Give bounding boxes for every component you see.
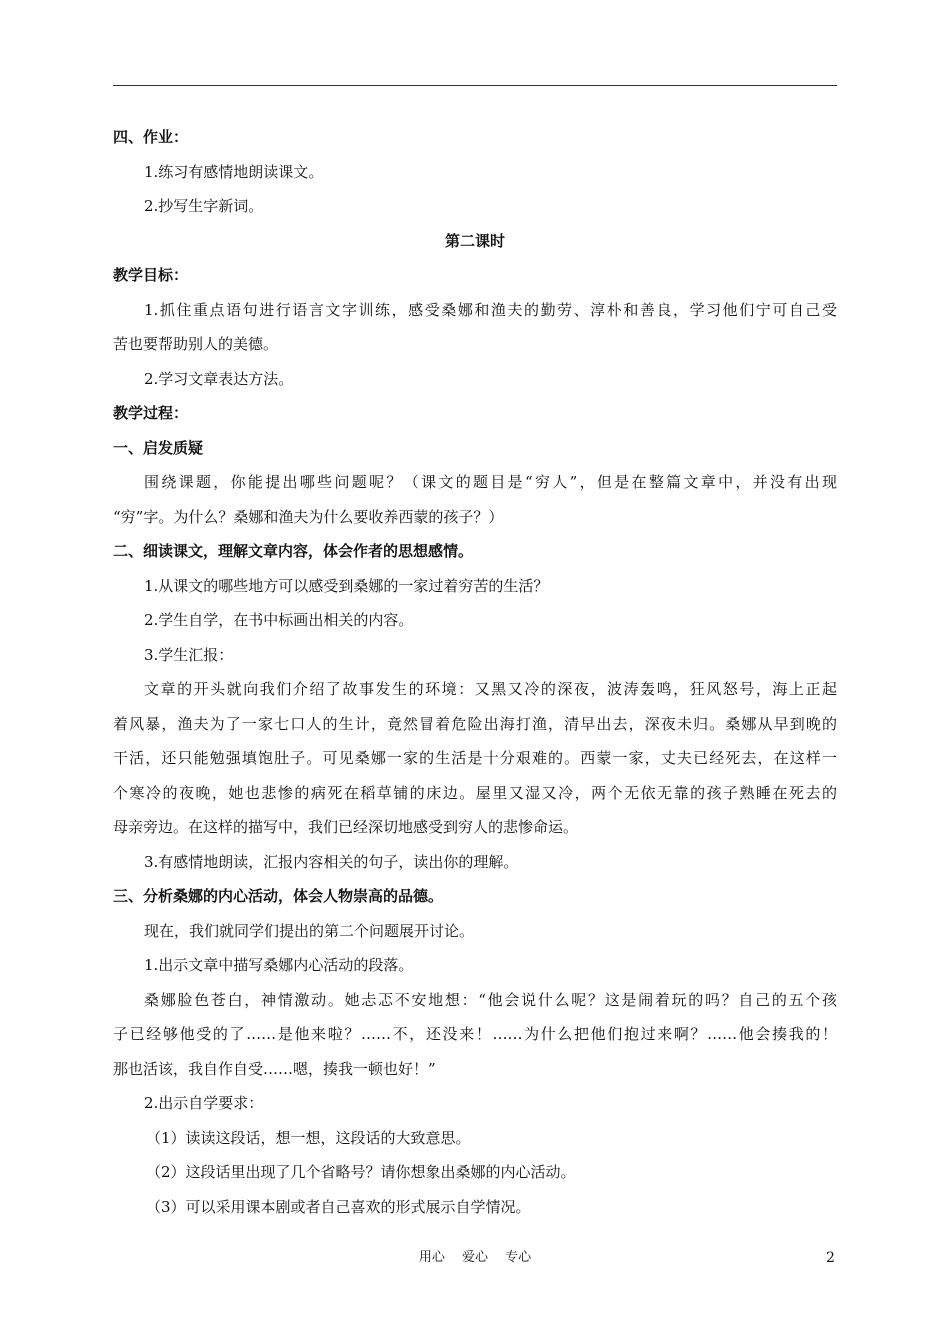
paragraph: 2.学生自学，在书中标画出相关的内容。 — [144, 611, 414, 629]
paragraph: 个寒冷的夜晚，她也悲惨的病死在稻草铺的床边。屋里又湿又冷，两个无依无靠的孩子熟睡在死去的 — [113, 783, 837, 802]
paragraph: 母亲旁边。在这样的描写中，我们已经深切地感受到穷人的悲惨命运。 — [113, 818, 579, 836]
paragraph: 2.出示自学要求： — [144, 1094, 264, 1112]
section-heading-homework: 四、作业： — [113, 128, 189, 146]
paragraph: 苦也要帮助别人的美德。 — [113, 335, 279, 353]
lesson-title: 第二课时 — [444, 231, 505, 250]
document-body — [113, 120, 837, 1224]
paragraph: 3.学生汇报： — [144, 645, 234, 664]
paragraph: 3.有感情地朗读，汇报内容相关的句子，读出你的理解。 — [144, 852, 519, 871]
paragraph: 干活，还只能勉强填饱肚子。可见桑娜一家的生活是十分艰难的。西蒙一家，丈夫已经死去，在这样一 — [113, 749, 837, 767]
section-heading-goals: 教学目标： — [113, 266, 189, 284]
paragraph: 1.抓住重点语句进行语言文字训练，感受桑娜和渔夫的勤劳、淳朴和善良，学习他们宁可自己受 — [144, 300, 837, 319]
list-item: （2）这段话里出现了几个省略号？请你想象出桑娜的内心活动。 — [146, 1163, 576, 1181]
header-rule — [113, 85, 837, 86]
paragraph: 围绕课题，你能提出哪些问题呢？（课文的题目是“穷人”，但是在整篇文章中，并没有出现 — [144, 473, 837, 491]
paragraph: 文章的开头就向我们介绍了故事发生的环境：又黑又冷的深夜，波涛轰鸣，狂风怒号，海上正起 — [144, 680, 837, 698]
section-heading-1: 一、启发质疑 — [113, 438, 204, 457]
section-heading-2: 二、细读课文，理解文章内容，体会作者的思想感情。 — [113, 542, 474, 560]
list-item: （3）可以采用课本剧或者自己喜欢的形式展示自学情况。 — [146, 1197, 531, 1216]
paragraph: 子已经够他受的了……是他来啦？……不，还没来！……为什么把他们抱过来啊？……他会揍我的！ — [113, 1025, 837, 1043]
page-number: 2 — [826, 1250, 835, 1266]
paragraph: 1.出示文章中描写桑娜内心活动的段落。 — [144, 956, 414, 974]
paragraph: 那也活该，我自作自受……嗯，揍我一顿也好！” — [113, 1059, 436, 1078]
paragraph: 2.抄写生字新词。 — [144, 197, 264, 215]
footer-text: 用心 爱心 专心 — [418, 1250, 532, 1265]
section-heading-process: 教学过程： — [113, 404, 189, 422]
section-heading-3: 三、分析桑娜的内心活动，体会人物崇高的品德。 — [113, 887, 444, 905]
paragraph: 桑娜脸色苍白，神情激动。她忐忑不安地想：“他会说什么呢？这是闹着玩的吗？自己的五个孩 — [144, 990, 837, 1009]
paragraph: 1.从课文的哪些地方可以感受到桑娜的一家过着穷苦的生活？ — [144, 576, 549, 595]
page-footer — [0, 1248, 950, 1268]
list-item: （1）读读这段话，想一想，这段话的大致意思。 — [146, 1128, 471, 1147]
paragraph: 1.练习有感情地朗读课文。 — [144, 162, 324, 181]
paragraph: “穷”字。为什么？桑娜和渔夫为什么要收养西蒙的孩子？） — [113, 507, 504, 526]
paragraph: 2.学习文章表达方法。 — [144, 369, 294, 388]
paragraph: 着风暴，渔夫为了一家七口人的生计，竟然冒着危险出海打渔，清早出去，深夜未归。桑娜从早到晚的 — [113, 714, 837, 733]
paragraph: 现在，我们就同学们提出的第二个问题展开讨论。 — [144, 921, 475, 940]
